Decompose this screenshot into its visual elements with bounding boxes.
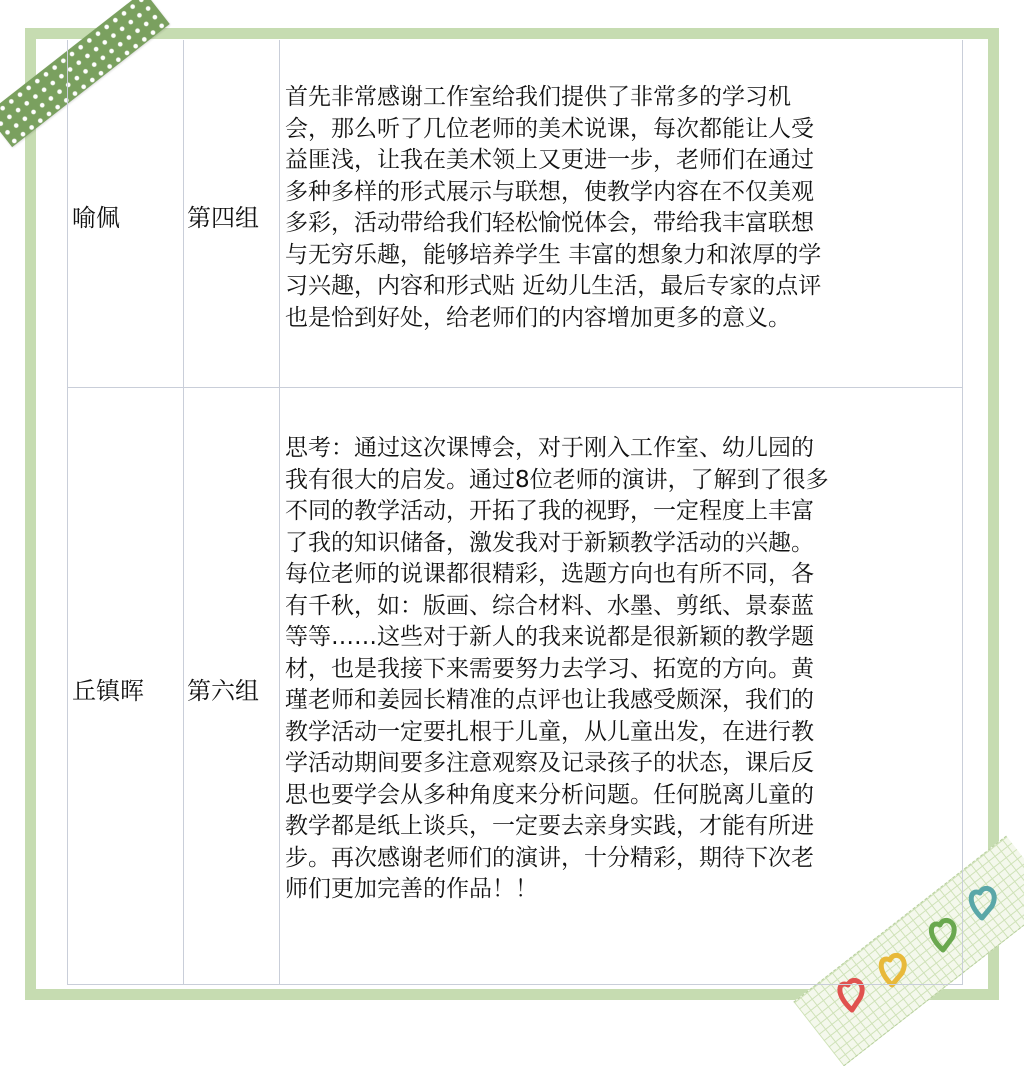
- comment-line: 材，也是我接下来需要努力去学习、拓宽的方向。黄: [285, 655, 814, 682]
- table-line: [962, 40, 963, 985]
- comment-line: 思也要学会从多种角度来分析问题。任何脱离儿童的: [285, 781, 814, 808]
- comment-line: 习兴趣，内容和形式贴 近幼儿生活，最后专家的点评: [285, 273, 822, 299]
- comment-line: 多彩，活动带给我们轻松愉悦体会，带给我丰富联想: [285, 210, 814, 236]
- table-line: [67, 387, 963, 388]
- comment-line: 思考：通过这次课博会，对于刚入工作室、幼儿园的: [285, 435, 814, 461]
- comment-line: 教学都是纸上谈兵，一定要去亲身实践，才能有所进: [285, 813, 814, 839]
- comment-line: 了我的知识储备，激发我对于新颖教学活动的兴趣。: [285, 529, 814, 556]
- comment-line: 等等……这些对于新人的我来说都是很新颖的教学题: [285, 624, 814, 650]
- comment-line: 会，那么听了几位老师的美术说课，每次都能让人受: [285, 115, 814, 142]
- row-name: 丘镇晖: [72, 677, 144, 705]
- comment-line: 师们更加完善的作品！！: [285, 876, 538, 902]
- comment-line: 益匪浅，让我在美术领上又更进一步，老师们在通过: [285, 147, 814, 173]
- row-comment: [285, 433, 829, 906]
- table-line: [183, 40, 184, 985]
- comment-line: 有千秋，如：版画、综合材料、水墨、剪纸、景泰蓝: [285, 592, 814, 619]
- comment-line: 教学活动一定要扎根于儿童，从儿童出发，在进行教: [285, 718, 814, 745]
- row-name: 喻佩: [72, 204, 120, 232]
- row-comment: [285, 82, 821, 334]
- comment-line: 多种多样的形式展示与联想，使教学内容在不仅美观: [285, 178, 814, 205]
- table-line: [67, 984, 963, 985]
- table-line: [67, 40, 68, 985]
- comment-line: 瑾老师和姜园长精准的点评也让我感受颇深，我们的: [285, 687, 814, 713]
- comment-line: 也是恰到好处，给老师们的内容增加更多的意义。: [285, 304, 791, 331]
- table-line: [279, 40, 280, 985]
- comment-line: 每位老师的说课都很精彩，选题方向也有所不同，各: [285, 561, 814, 587]
- row-group: 第六组: [187, 677, 259, 705]
- comment-line: 我有很大的启发。通过8位老师的演讲，了解到了很多: [285, 466, 829, 493]
- comment-line: 不同的教学活动，开拓了我的视野，一定程度上丰富: [285, 498, 814, 524]
- comment-line: 首先非常感谢工作室给我们提供了非常多的学习机: [285, 84, 791, 110]
- comment-line: 学活动期间要多注意观察及记录孩子的状态，课后反: [285, 750, 814, 776]
- row-group: 第四组: [187, 204, 259, 232]
- comment-line: 与无穷乐趣，能够培养学生 丰富的想象力和浓厚的学: [285, 241, 822, 268]
- comment-line: 步。再次感谢老师们的演讲，十分精彩，期待下次老: [285, 844, 814, 871]
